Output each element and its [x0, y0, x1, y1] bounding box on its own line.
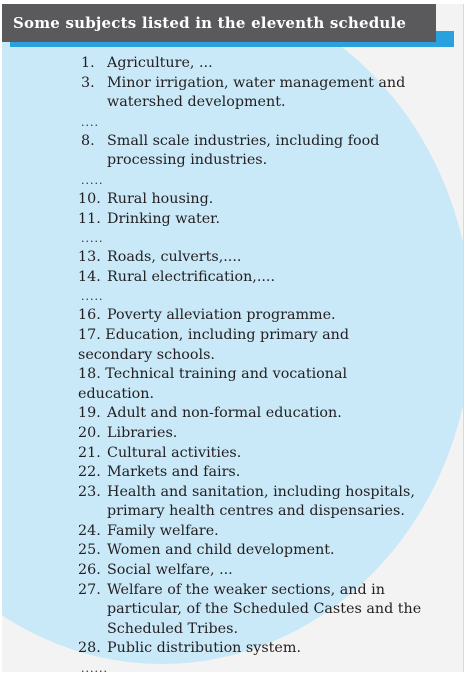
- ellipsis: .....: [81, 232, 104, 246]
- list-item: 16. Poverty alleviation programme.: [78, 307, 336, 324]
- ellipsis: ......: [81, 662, 108, 672]
- list-item: 23. Health and sanitation, including hospitals, primary health centres and dispensaries.: [78, 483, 415, 520]
- list-item: 27. Welfare of the weaker sections, and in particular, of the Scheduled Castes and the Scheduled Tribes.: [78, 581, 422, 637]
- list-item: 21. Cultural activities.: [78, 444, 242, 461]
- list-item: 26. Social welfare, ...: [78, 562, 233, 579]
- subject-list: [2, 54, 463, 672]
- list-item: 17. Education, including primary and secondary schools.: [78, 326, 350, 363]
- list-item: 3. Minor irrigation, water management and watershed development.: [81, 74, 406, 111]
- ellipsis: .....: [81, 290, 104, 304]
- list-item: 25. Women and child development.: [78, 542, 335, 559]
- schedule-box: [2, 4, 464, 672]
- list-item: 11. Drinking water.: [78, 210, 220, 227]
- ellipsis: .....: [81, 173, 104, 187]
- title-bar: [2, 4, 436, 42]
- list-item: 14. Rural electrification,....: [78, 268, 276, 285]
- list-item: 20. Libraries.: [78, 424, 178, 441]
- list-item: 24. Family welfare.: [78, 522, 219, 539]
- list-item: 28. Public distribution system.: [78, 640, 301, 657]
- ellipsis: ....: [81, 115, 99, 129]
- list-item: 19. Adult and non-formal education.: [78, 405, 342, 422]
- list-item: 22. Markets and fairs.: [78, 464, 241, 481]
- list-item: 18. Technical training and vocational education.: [78, 366, 348, 402]
- list-item: 1. Agriculture, ...: [81, 55, 213, 71]
- list-item: 13. Roads, culverts,....: [78, 249, 242, 266]
- box-title: Some subjects listed in the eleventh schedule: [13, 14, 407, 32]
- list-item: 10. Rural housing.: [78, 190, 214, 207]
- list-item: 8. Small scale industries, including food processing industries.: [81, 132, 380, 169]
